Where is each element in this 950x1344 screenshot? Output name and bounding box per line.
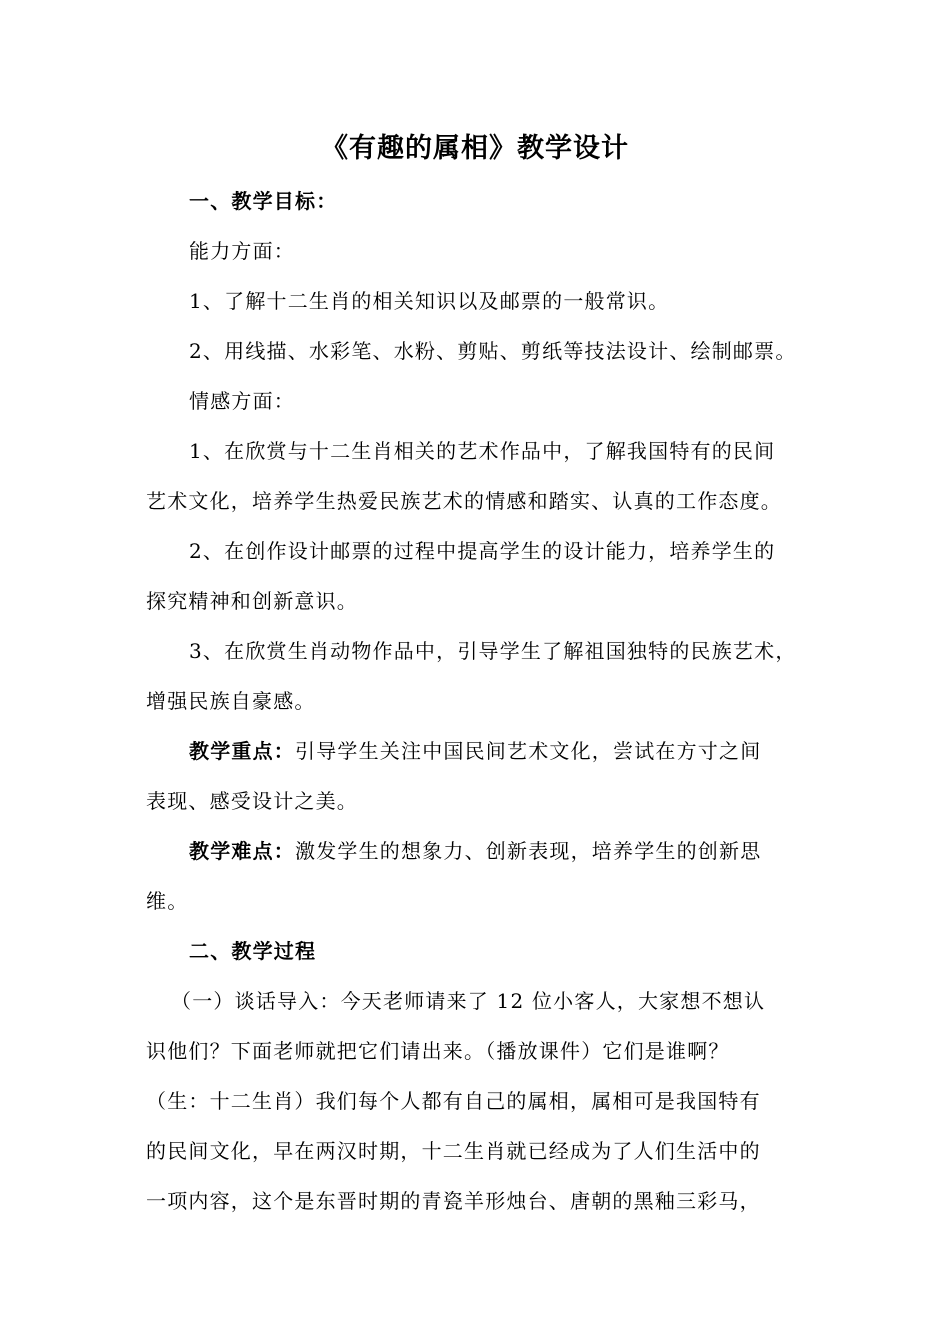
process-line-4: 的民间文化，早在两汉时期，十二生肖就已经成为了人们生活中的 bbox=[146, 1139, 761, 1163]
ability-item-2: 2、用线描、水彩笔、水粉、剪贴、剪纸等技法设计、绘制邮票。 bbox=[189, 339, 797, 363]
difficulty-paragraph bbox=[189, 836, 819, 866]
ability-heading: 能力方面： bbox=[189, 239, 295, 263]
emotion-item-3-line-2: 增强民族自豪感。 bbox=[146, 689, 316, 713]
emotion-item-1-line-1: 1、在欣赏与十二生肖相关的艺术作品中，了解我国特有的民间 bbox=[189, 439, 776, 463]
emotion-heading: 情感方面： bbox=[189, 389, 295, 413]
key-point-label: 教学重点： bbox=[189, 739, 295, 763]
key-point-paragraph bbox=[189, 736, 819, 766]
process-line-3: （生：十二生肖）我们每个人都有自己的属相，属相可是我国特有 bbox=[146, 1089, 761, 1113]
process-line-5: 一项内容，这个是东晋时期的青瓷羊形烛台、唐朝的黑釉三彩马， bbox=[146, 1189, 761, 1213]
key-point-line-2: 表现、感受设计之美。 bbox=[146, 789, 358, 813]
emotion-item-1-line-2: 艺术文化，培养学生热爱民族艺术的情感和踏实、认真的工作态度。 bbox=[146, 489, 782, 513]
difficulty-label: 教学难点： bbox=[189, 839, 295, 863]
section-heading-objectives: 一、教学目标： bbox=[189, 189, 338, 213]
difficulty-line-2: 维。 bbox=[146, 889, 189, 913]
ability-item-1: 1、了解十二生肖的相关知识以及邮票的一般常识。 bbox=[189, 289, 670, 313]
difficulty-text: 激发学生的想象力、创新表现，培养学生的创新思 bbox=[295, 839, 762, 863]
process-line-1: （一）谈话导入：今天老师请来了 12 位小客人，大家想不想认 bbox=[171, 989, 766, 1013]
key-point-text: 引导学生关注中国民间艺术文化，尝试在方寸之间 bbox=[295, 739, 762, 763]
emotion-item-2-line-2: 探究精神和创新意识。 bbox=[146, 589, 358, 613]
document-title: 《有趣的属相》教学设计 bbox=[321, 133, 629, 164]
section-heading-process: 二、教学过程 bbox=[189, 939, 317, 963]
emotion-item-2-line-1: 2、在创作设计邮票的过程中提高学生的设计能力，培养学生的 bbox=[189, 539, 776, 563]
emotion-item-3-line-1: 3、在欣赏生肖动物作品中，引导学生了解祖国独特的民族艺术， bbox=[189, 639, 797, 663]
process-line-2: 识他们？下面老师就把它们请出来。（播放课件）它们是谁啊？ bbox=[146, 1039, 730, 1063]
